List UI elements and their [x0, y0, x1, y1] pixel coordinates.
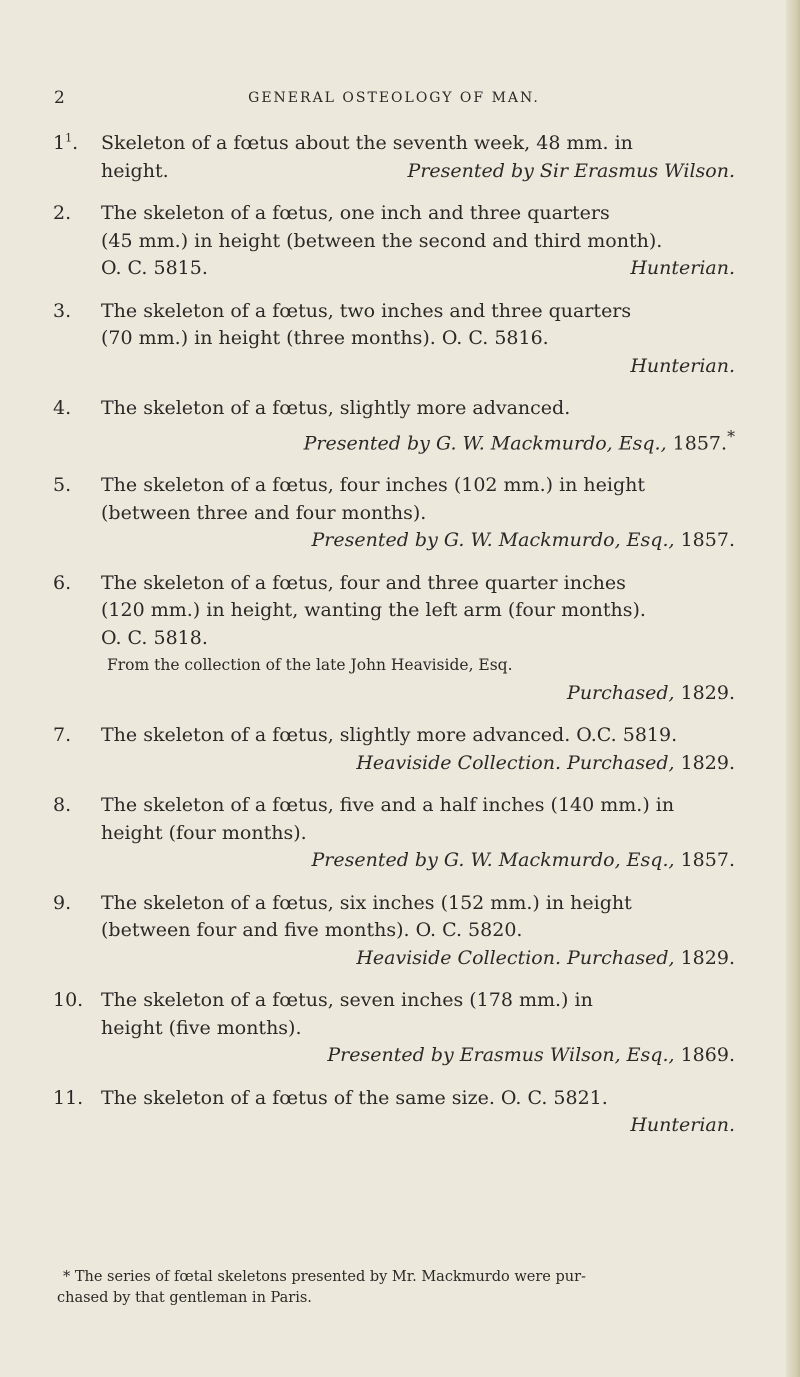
entry-text: height (four months).	[101, 821, 307, 844]
entry-text: height.	[101, 159, 169, 182]
entry-credit: Presented by Sir Erasmus Wilson.	[407, 159, 735, 182]
entry-year: 1857.	[680, 849, 735, 872]
entry-7	[53, 722, 743, 777]
entry-number: 10.	[53, 989, 84, 1012]
running-head: GENERAL OSTEOLOGY OF MAN.	[248, 90, 540, 106]
page-number: 2	[54, 88, 65, 108]
entry-text: (70 mm.) in height (three months). O. C. 5816.	[101, 327, 549, 349]
catalogue-ref: O. C. 5818.	[101, 626, 208, 649]
entry-8	[53, 792, 743, 875]
footnote-text: chased by that gentleman in Paris.	[57, 1290, 312, 1306]
entry-text: (between four and five months). O. C. 5820.	[101, 919, 523, 942]
entry-credit: Presented by G. W. Mackmurdo, Esq.,	[311, 529, 675, 552]
entry-3	[53, 298, 743, 381]
entry-year: 1857.	[680, 529, 735, 552]
catalogue-ref: O. C. 5815.	[101, 257, 208, 279]
footnote	[57, 1267, 737, 1309]
entry-text: The skeleton of a fœtus, four inches (102 mm.) in height	[101, 474, 646, 497]
entry-9	[53, 890, 743, 973]
entry-number: 4.	[53, 397, 72, 419]
entry-6	[53, 570, 743, 708]
entry-5	[53, 472, 743, 555]
entry-year: 1869.	[680, 1044, 735, 1067]
entry-number: 11.	[53, 1086, 84, 1109]
footnote-mark: *	[63, 1269, 71, 1285]
entry-number: 3.	[53, 299, 72, 322]
entry-credit: Presented by G. W. Mackmurdo, Esq.,	[303, 431, 667, 454]
entry-year: 1829.	[680, 946, 735, 969]
entry-text: Skeleton of a fœtus about the seventh week, 48 mm. in	[101, 132, 633, 154]
entry-text: (between three and four months).	[101, 501, 427, 524]
entry-year: 1857.	[672, 431, 728, 454]
page-edge-shadow	[786, 0, 800, 1377]
entry-number: 6.	[53, 571, 72, 594]
entry-text: The skeleton of a fœtus, slightly more advanced.	[101, 397, 571, 419]
entry-text: The skeleton of a fœtus, slightly more advanced. O.C. 5819.	[101, 724, 678, 747]
entry-number: 7.	[53, 724, 72, 747]
entry-credit: Presented by G. W. Mackmurdo, Esq.,	[311, 849, 675, 872]
entry-credit: Heaviside Collection. Purchased,	[356, 946, 675, 969]
entry-credit: Presented by Erasmus Wilson, Esq.,	[327, 1044, 675, 1067]
entry-text: (45 mm.) in height (between the second and third month).	[101, 229, 663, 252]
entry-text: (120 mm.) in height, wanting the left arm (four months).	[101, 599, 646, 622]
entry-credit: Hunterian.	[630, 1114, 735, 1137]
entry-number: 2.	[53, 202, 72, 224]
entry-number: 9.	[53, 891, 72, 914]
entry-text: The skeleton of a fœtus, seven inches (178 mm.) in	[101, 989, 593, 1012]
entry-text: The skeleton of a fœtus, six inches (152 mm.) in height	[101, 891, 632, 914]
entry-credit: Hunterian.	[630, 257, 735, 279]
entry-year: 1829.	[680, 751, 735, 774]
footnote-mark: *	[727, 426, 735, 446]
entry-text: The skeleton of a fœtus, five and a half inches (140 mm.) in	[101, 794, 675, 817]
entry-number: $1^1$.	[53, 131, 79, 154]
entry-1	[53, 130, 743, 185]
entry-text: The skeleton of a fœtus, one inch and three quarters	[101, 202, 610, 224]
entry-credit: Purchased,	[567, 681, 675, 704]
entries-list	[53, 130, 743, 1140]
entry-year: 1829.	[680, 681, 735, 704]
source-note: From the collection of the late John Heaviside, Esq.	[107, 656, 513, 675]
entry-number: 8.	[53, 794, 72, 817]
entry-text: The skeleton of a fœtus of the same size. O. C. 5821.	[101, 1086, 608, 1109]
page-header	[54, 88, 734, 112]
entry-text: The skeleton of a fœtus, two inches and three quarters	[101, 299, 632, 322]
entry-credit: Hunterian.	[630, 354, 735, 377]
entry-4	[53, 395, 743, 457]
entry-11	[53, 1085, 743, 1140]
entry-10	[53, 987, 743, 1070]
entry-text: The skeleton of a fœtus, four and three quarter inches	[101, 571, 626, 594]
footnote-text: The series of fœtal skeletons presented by Mr. Mackmurdo were pur-	[74, 1269, 586, 1285]
entry-text: height (five months).	[101, 1016, 302, 1039]
entry-credit: Heaviside Collection. Purchased,	[356, 751, 675, 774]
entry-2	[53, 200, 743, 283]
entry-number: 5.	[53, 474, 72, 497]
